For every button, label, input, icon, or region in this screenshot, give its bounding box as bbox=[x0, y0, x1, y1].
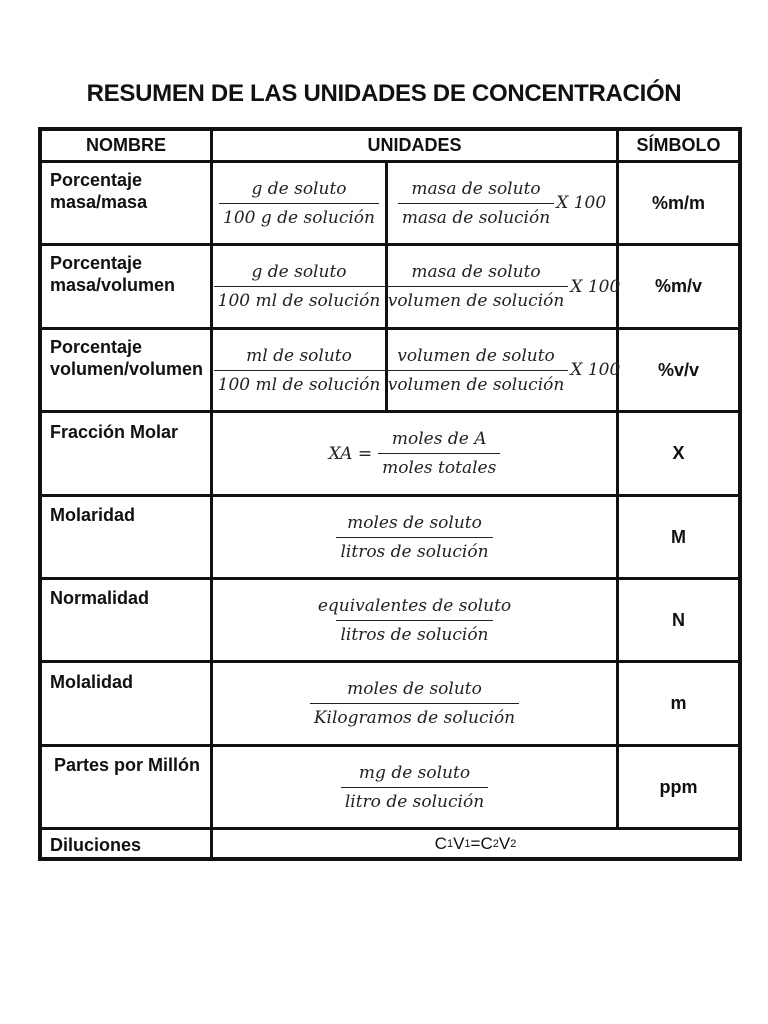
dilution-term: C bbox=[434, 833, 447, 853]
dilution-term: C bbox=[480, 833, 493, 853]
row-name-line: Porcentaje bbox=[50, 253, 143, 273]
fraction bbox=[378, 429, 500, 478]
denominator: volumen de solución bbox=[384, 286, 569, 311]
denominator: litros de solución bbox=[336, 537, 492, 562]
numerator: volumen de soluto bbox=[397, 345, 555, 366]
denominator: masa de solución bbox=[398, 203, 554, 228]
row-name-partes-por-millon: Partes por Millón bbox=[54, 755, 201, 775]
numerator: g de soluto bbox=[251, 262, 347, 282]
fraction bbox=[384, 262, 569, 311]
row-name-line: masa/volumen bbox=[50, 275, 176, 295]
formula-cell bbox=[213, 163, 385, 243]
row-name-line: volumen/volumen bbox=[50, 359, 204, 379]
numerator: masa de soluto bbox=[411, 262, 541, 282]
numerator: equivalentes de soluto bbox=[317, 595, 512, 616]
symbol-cell: M bbox=[671, 526, 686, 547]
fraction bbox=[314, 596, 515, 645]
row-name-fraccion-molar: Fracción Molar bbox=[50, 422, 179, 442]
symbol-cell: N bbox=[672, 609, 685, 630]
fraction bbox=[219, 179, 379, 228]
formula-cell bbox=[213, 246, 385, 327]
dilution-subscript: 2 bbox=[492, 837, 499, 850]
row-name-molaridad: Molaridad bbox=[50, 505, 136, 525]
denominator: 100 g de solución bbox=[219, 203, 379, 228]
numerator: moles de A bbox=[391, 429, 487, 449]
formula-suffix: X 100 bbox=[570, 360, 621, 380]
dilution-term: V bbox=[498, 833, 511, 853]
row-name-line: Porcentaje bbox=[50, 170, 143, 190]
numerator: g de soluto bbox=[251, 178, 347, 199]
concentration-table bbox=[38, 127, 742, 861]
header-simbolo: SÍMBOLO bbox=[636, 135, 721, 155]
formula-cell bbox=[213, 747, 616, 827]
row-name-line: masa/masa bbox=[50, 192, 148, 212]
header-nombre: NOMBRE bbox=[86, 135, 166, 155]
row-name-normalidad: Normalidad bbox=[50, 588, 150, 608]
denominator: Kilogramos de solución bbox=[310, 703, 519, 728]
page-title: RESUMEN DE LAS UNIDADES DE CONCENTRACIÓN bbox=[86, 80, 682, 107]
denominator: 100 ml de solución bbox=[214, 370, 385, 395]
numerator: mg de soluto bbox=[358, 762, 471, 783]
symbol-cell: %m/v bbox=[654, 276, 703, 296]
symbol-cell: %v/v bbox=[657, 359, 700, 380]
row-name-line: Porcentaje bbox=[50, 337, 143, 357]
symbol-cell: %m/m bbox=[651, 192, 705, 213]
numerator: moles de soluto bbox=[347, 512, 482, 533]
numerator: masa de soluto bbox=[411, 178, 541, 199]
fraction bbox=[398, 179, 554, 228]
formula-cell bbox=[213, 413, 616, 494]
symbol-cell: ppm bbox=[659, 776, 698, 797]
fraction bbox=[384, 346, 569, 395]
formula-cell bbox=[213, 497, 616, 577]
formula-suffix: X 100 bbox=[570, 276, 621, 297]
formula-cell bbox=[387, 330, 621, 410]
formula-cell bbox=[388, 163, 616, 243]
row-name-porcentaje-volumen-volumen bbox=[50, 336, 203, 380]
denominator: moles totales bbox=[378, 453, 500, 478]
formula-cell bbox=[213, 330, 385, 410]
dilution-equals: = bbox=[470, 833, 481, 853]
denominator: volumen de solución bbox=[384, 370, 569, 395]
denominator: litro de solución bbox=[341, 787, 488, 812]
fraction bbox=[341, 763, 488, 812]
row-name-diluciones: Diluciones bbox=[50, 835, 142, 855]
fraction bbox=[214, 262, 385, 311]
formula-suffix: X 100 bbox=[556, 193, 607, 213]
numerator: ml de soluto bbox=[246, 345, 352, 366]
row-name-porcentaje-masa-masa bbox=[50, 169, 147, 213]
dilution-subscript: 2 bbox=[510, 837, 517, 850]
denominator: 100 ml de solución bbox=[214, 286, 385, 311]
formula-cell bbox=[387, 246, 621, 327]
formula-cell bbox=[213, 580, 616, 660]
header-unidades: UNIDADES bbox=[367, 135, 462, 155]
fraction bbox=[336, 513, 492, 562]
denominator: litros de solución bbox=[336, 620, 492, 645]
row-name-molalidad: Molalidad bbox=[50, 672, 134, 692]
fraction bbox=[214, 346, 385, 395]
fraction bbox=[310, 679, 519, 728]
row-name-porcentaje-masa-volumen bbox=[50, 252, 175, 296]
dilution-formula bbox=[213, 830, 738, 857]
symbol-cell: X bbox=[672, 443, 685, 463]
dilution-subscript: 1 bbox=[446, 837, 454, 850]
formula-cell bbox=[213, 663, 616, 744]
dilution-subscript: 1 bbox=[464, 837, 471, 850]
formula-lhs: XA = bbox=[328, 443, 373, 464]
numerator: moles de soluto bbox=[347, 679, 482, 699]
symbol-cell: m bbox=[670, 693, 687, 713]
dilution-term: V bbox=[453, 833, 465, 853]
